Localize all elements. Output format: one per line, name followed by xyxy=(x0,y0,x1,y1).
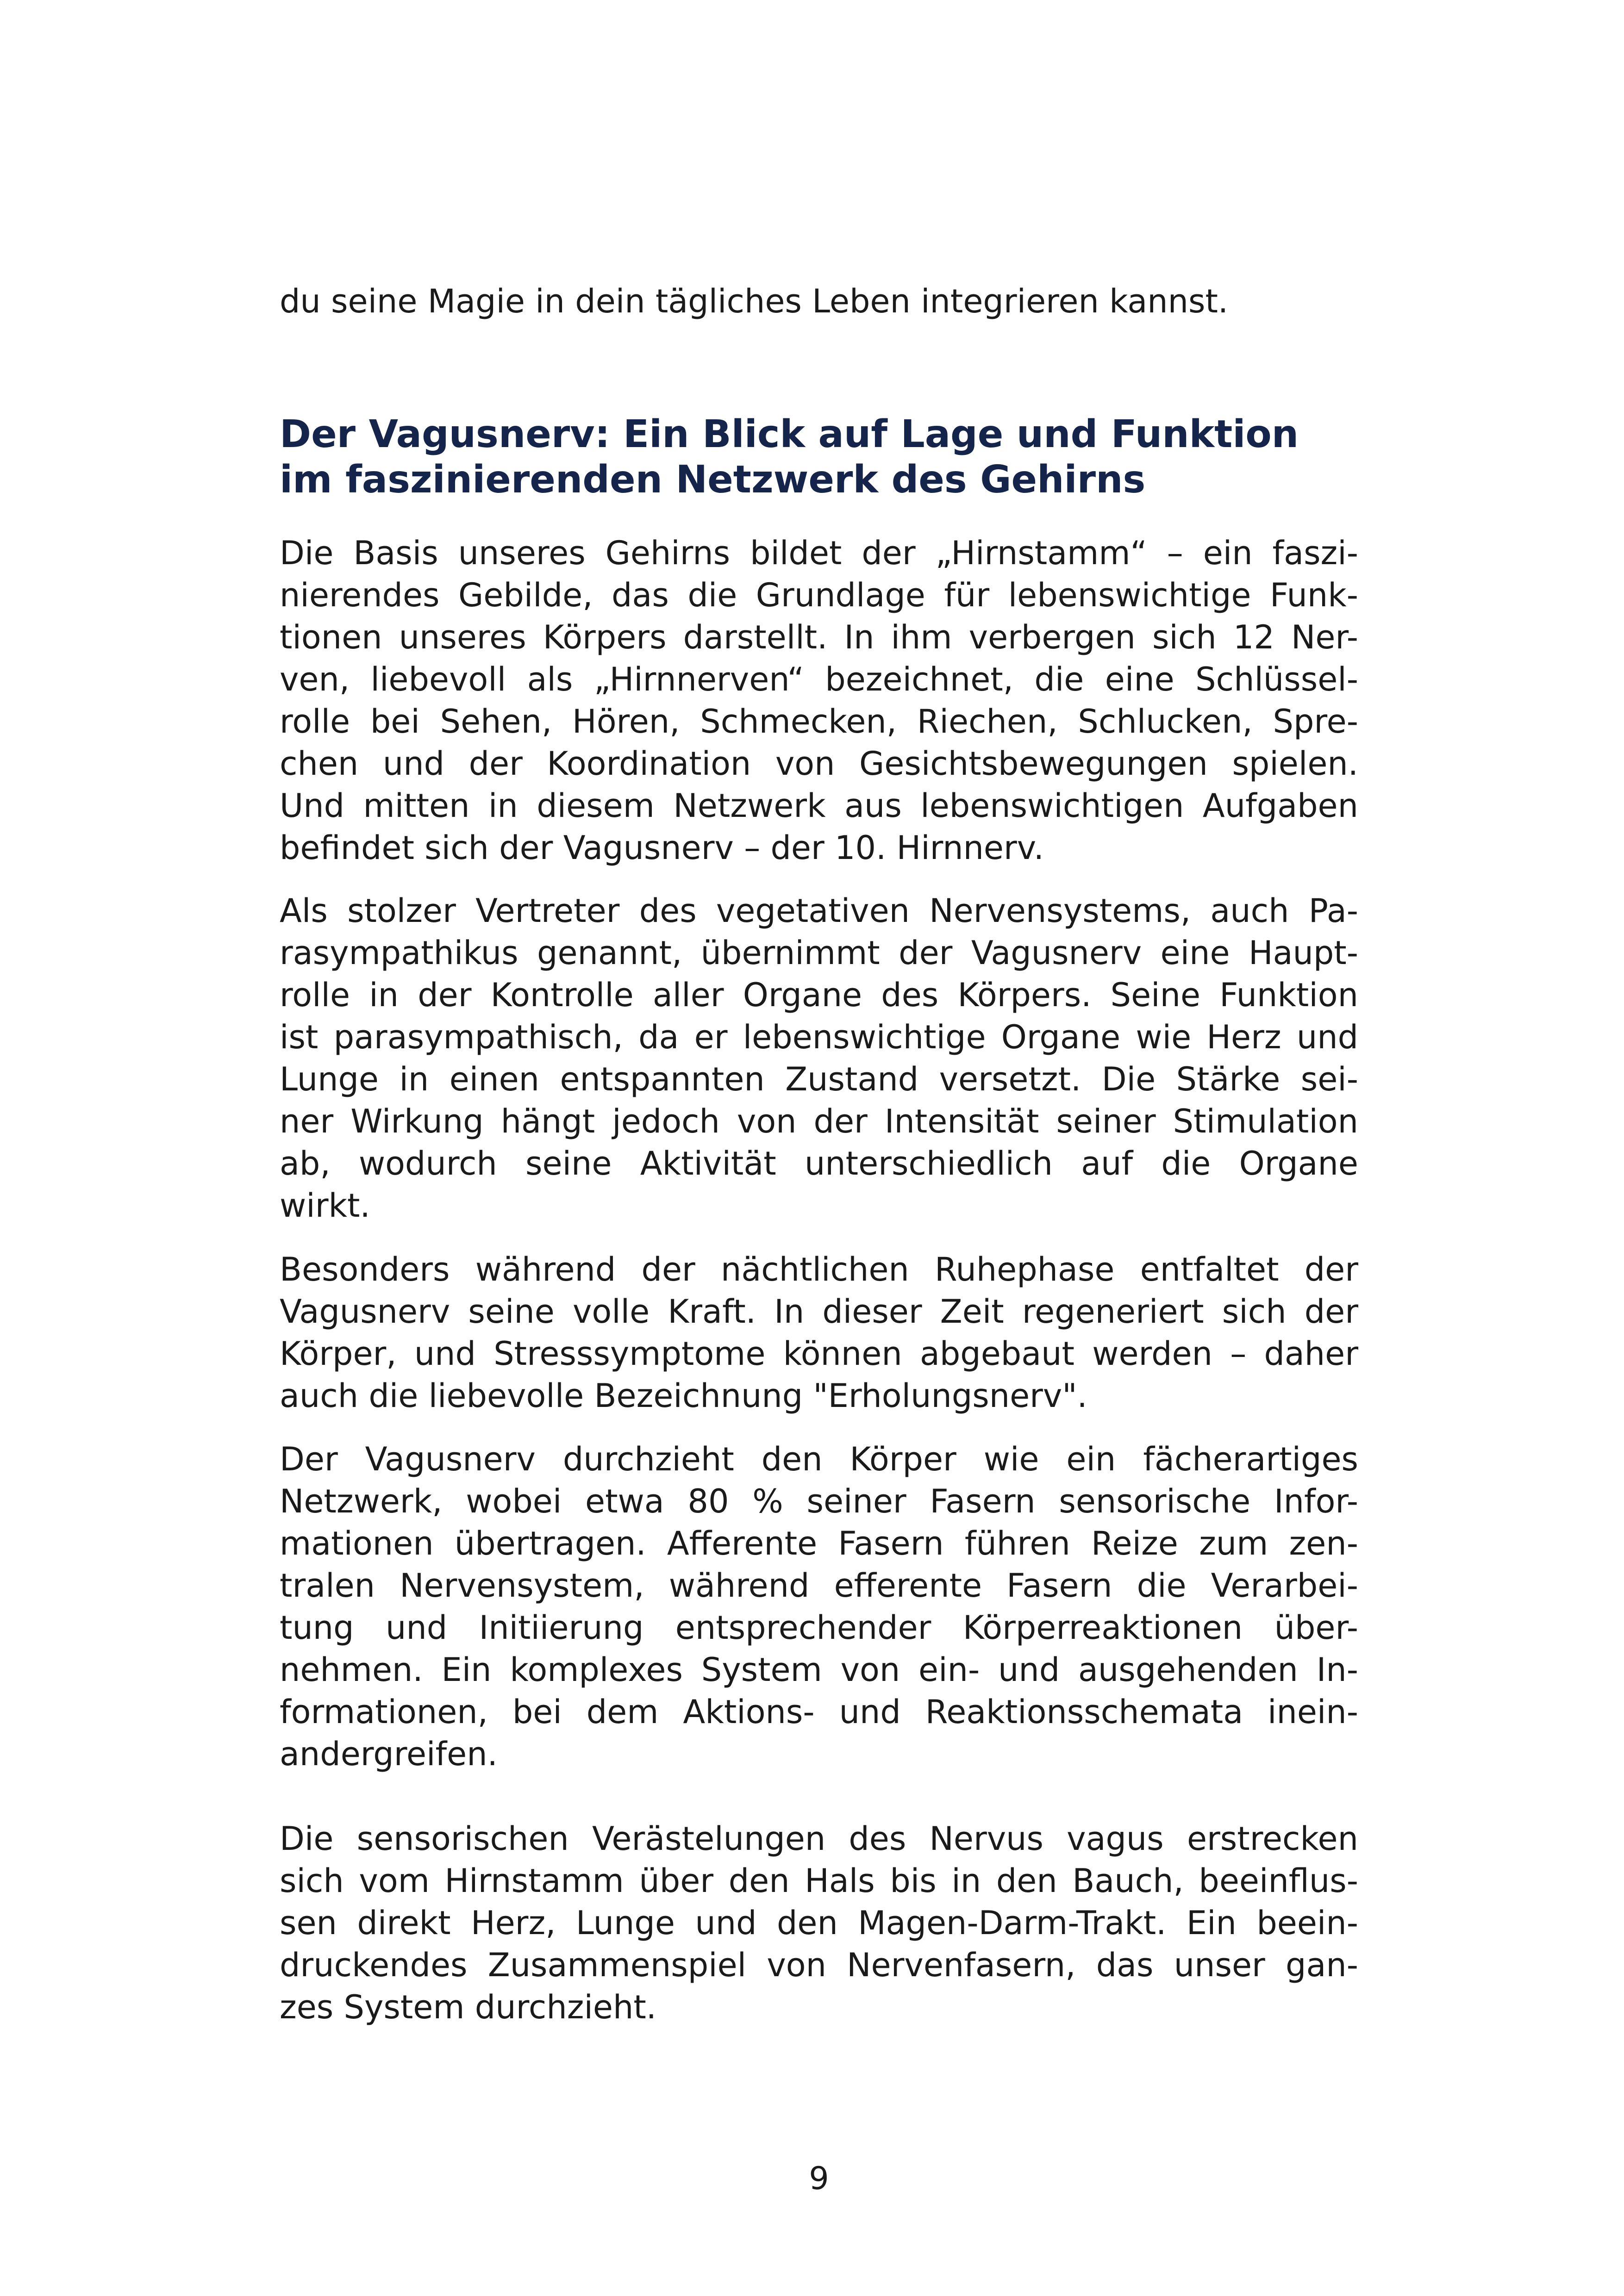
text-line: sich vom Hirnstamm über den Hals bis in den Bauch, beeinflus- xyxy=(280,1862,1358,1900)
text-line: Und mitten in diesem Netzwerk aus lebenswichtigen Aufgaben xyxy=(280,787,1358,825)
text-line: rolle bei Sehen, Hören, Schmecken, Riechen, Schlucken, Spre- xyxy=(280,703,1358,740)
heading-line: Der Vagusnerv: Ein Blick auf Lage und Funktion xyxy=(280,412,1299,456)
text-line: befindet sich der Vagusnerv – der 10. Hirnnerv. xyxy=(280,829,1044,867)
text-line: ner Wirkung hängt jedoch von der Intensität seiner Stimulation xyxy=(280,1102,1358,1140)
text-line: sen direkt Herz, Lunge und den Magen-Darm-Trakt. Ein beein- xyxy=(280,1904,1358,1942)
document-page xyxy=(280,0,1358,2296)
paragraph-parasympathikus xyxy=(280,890,1358,1227)
text-line: ist parasympathisch, da er lebenswichtige Organe wie Herz und xyxy=(280,1018,1358,1056)
text-line: tralen Nervensystem, während efferente Fasern die Verarbei- xyxy=(280,1567,1358,1605)
text-line: druckendes Zusammenspiel von Nervenfasern, das unser gan- xyxy=(280,1946,1358,1984)
intro-paragraph xyxy=(280,280,1358,323)
text-line: wirkt. xyxy=(280,1187,370,1225)
text-line: Lunge in einen entspannten Zustand versetzt. Die Stärke sei- xyxy=(280,1060,1358,1098)
paragraph-ruhephase xyxy=(280,1249,1358,1417)
text-line: auch die liebevolle Bezeichnung "Erholungsnerv". xyxy=(280,1377,1087,1415)
text-line: Körper, und Stresssymptome können abgebaut werden – daher xyxy=(280,1335,1358,1373)
text-line: formationen, bei dem Aktions- und Reaktionsschemata inein- xyxy=(280,1693,1358,1731)
text-line: Besonders während der nächtlichen Ruhephase entfaltet der xyxy=(280,1251,1358,1288)
text-line: tung und Initiierung entsprechender Körperreaktionen über- xyxy=(280,1609,1358,1647)
text-line: Der Vagusnerv durchzieht den Körper wie ein fächerartiges xyxy=(280,1440,1358,1478)
text-line: andergreifen. xyxy=(280,1735,498,1773)
text-line: ven, liebevoll als „Hirnnerven“ bezeichnet, die eine Schlüssel- xyxy=(280,660,1358,698)
text-line: Vagusnerv seine volle Kraft. In dieser Zeit regeneriert sich der xyxy=(280,1293,1358,1331)
text-line: Die sensorischen Verästelungen des Nervus vagus erstrecken xyxy=(280,1820,1358,1858)
paragraph-netzwerk xyxy=(280,1438,1358,1775)
text-line: chen und der Koordination von Gesichtsbewegungen spielen. xyxy=(280,745,1358,783)
text-line: zes System durchzieht. xyxy=(280,1988,657,2026)
text-line: nierendes Gebilde, das die Grundlage für lebenswichtige Funk- xyxy=(280,576,1358,614)
text-line: nehmen. Ein komplexes System von ein- und ausgehenden In- xyxy=(280,1651,1358,1689)
text-line: rolle in der Kontrolle aller Organe des Körpers. Seine Funktion xyxy=(280,976,1358,1014)
text-line: du seine Magie in dein tägliches Leben integrieren kannst. xyxy=(280,282,1229,320)
text-line: Als stolzer Vertreter des vegetativen Nervensystems, auch Pa- xyxy=(280,892,1358,930)
text-line: Netzwerk, wobei etwa 80 % seiner Fasern sensorische Infor- xyxy=(280,1482,1358,1520)
text-line: mationen übertragen. Afferente Fasern führen Reize zum zen- xyxy=(280,1524,1358,1562)
paragraph-hirnstamm xyxy=(280,532,1358,869)
page-number: 9 xyxy=(809,2160,829,2197)
paragraph-veraestelungen xyxy=(280,1818,1358,2028)
heading-line: im faszinierenden Netzwerk des Gehirns xyxy=(280,458,1146,502)
text-line: rasympathikus genannt, übernimmt der Vagusnerv eine Haupt- xyxy=(280,934,1358,972)
section-heading xyxy=(280,412,1358,503)
text-line: Die Basis unseres Gehirns bildet der „Hirnstamm“ – ein faszi- xyxy=(280,534,1358,572)
text-line: tionen unseres Körpers darstellt. In ihm verbergen sich 12 Ner- xyxy=(280,618,1358,656)
text-line: ab, wodurch seine Aktivität unterschiedlich auf die Organe xyxy=(280,1145,1358,1182)
